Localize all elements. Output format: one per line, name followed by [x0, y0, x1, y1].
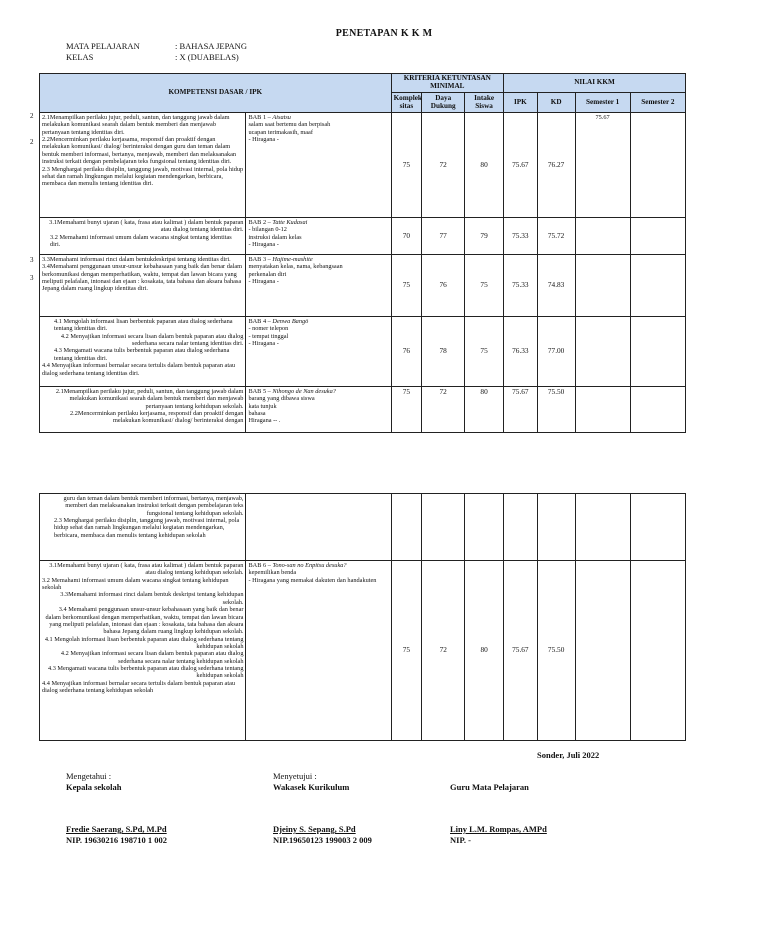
komplek-value: 76: [391, 317, 422, 387]
ipk-value: 75.67: [504, 113, 538, 218]
intake-value: 75: [465, 255, 504, 317]
semester-2-value: [630, 387, 685, 433]
sig3-nip: NIP. -: [450, 835, 471, 845]
kkm-table: [39, 73, 686, 433]
table-row: [40, 494, 686, 561]
table-row: [40, 218, 686, 255]
kd-cell: 3.3Memahami informasi rinci dalam bentukdeskripsi tentang identitas diri. 3.4Memahami penggunaan unsur-unsur kebahasaan yang baik dan benar dalam berkomunikasi dengan memperhatikan, waktu, tempat dan lawan bicara yang meliputi pelafalan, intonasi dan ejaan : kosakata, tata bahasa dan aksara bahasa Jepang dalam ruang lingkup identitas diri.: [40, 255, 246, 317]
daya-value: 72: [422, 561, 465, 741]
sig1-name: Fredie Saerang, S.Pd, M.Pd: [66, 824, 167, 834]
semester-1-value: [575, 387, 630, 433]
header-intake: Intake Siswa: [465, 93, 504, 113]
row-marker: 3: [30, 256, 34, 264]
sig2-role: Wakasek Kurikulum: [273, 782, 350, 792]
bab-cell: BAB 6 – Tono-san no Enpitsu desuka? kepemilikan benda - Hiragana yang memakai dakuten dan handakuten: [246, 561, 391, 741]
header-kd: KOMPETENSI DASAR / IPK: [40, 74, 392, 113]
ipk-value: 75.67: [504, 561, 538, 741]
table-row: [40, 387, 686, 433]
bab-cell: BAB 4 – Denwa Bangō - nomer telepon - tempat tinggal - Hiragana -: [246, 317, 391, 387]
sig2-top: Menyetujui :: [273, 771, 317, 781]
table-row: [40, 255, 686, 317]
sig3-name: Liny L.M. Rompas, AMPd: [450, 824, 547, 834]
row-marker: 2: [30, 112, 34, 120]
semester-1-value: [575, 561, 630, 741]
sig1-top: Mengetahui :: [66, 771, 112, 781]
header-nilai: NILAI KKM: [504, 74, 686, 93]
daya-value: 76: [422, 255, 465, 317]
kd-value: 75.72: [537, 218, 575, 255]
semester-1-value: 75.67: [575, 113, 630, 218]
kd-cell: 2.1Menampilkan perilaku jujur, peduli, santun, dan tanggung jawab dalam melakukan komunikasi searah dalam bentuk memberi dan menjawab pertanyaan tentang identitas diri. 2.2Mencerminkan perilaku kerjasama, responsif dan proaktif dengan melakukan komunikasi/ dialog/ berinteraksi dengan guru dan teman dalam bentuk memberi informasi, bertanya, menjawab, memberi dan melaksanakan instruksi terkait dengan pembelajaran teks fungsional tentang identitas diri. 2.3 Menghargai perilaku disiplin, tanggung jawab, motivasi internal, pola hidup sehat dan ramah lingkungan melalui kegiatan mendengarkan, berbicara, membaca dan menulis tentang identitas diri.: [40, 113, 246, 218]
table-row: [40, 113, 686, 218]
place-date: Sonder, Juli 2022: [537, 750, 600, 760]
header-semester-2: Semester 2: [630, 93, 685, 113]
komplek-value: 75: [391, 113, 422, 218]
ipk-value: 75.33: [504, 218, 538, 255]
semester-2-value: [630, 317, 685, 387]
class-label: KELAS: [66, 52, 94, 62]
row-marker: 2: [30, 138, 34, 146]
komplek-value: 70: [391, 218, 422, 255]
kd-cell: 3.1Memahami bunyi ujaran ( kata, frasa atau kalimat ) dalam bentuk paparan atau dialog tentang identitas diri. 3.2 Memahami informasi umum dalam wacana singkat tentang identitas diri.: [40, 218, 246, 255]
semester-1-value: [575, 218, 630, 255]
bab-cell: BAB 1 – Aisatsu salam saat bertemu dan berpisah ucapan terimakasih, maaf - Hiragana -: [246, 113, 391, 218]
sig1-role: Kepala sekolah: [66, 782, 122, 792]
table-row: [40, 317, 686, 387]
daya-value: 72: [422, 387, 465, 433]
sig2-nip: NIP.19650123 199003 2 009: [273, 835, 372, 845]
semester-2-value: [630, 561, 685, 741]
subject-label: MATA PELAJARAN: [66, 41, 140, 51]
semester-1-value: [575, 317, 630, 387]
header-semester-1: Semester 1: [575, 93, 630, 113]
kd-cell: 4.1 Mengolah informasi lisan berbentuk paparan atau dialog sederhana tentang identitas diri. 4.2 Menyajikan informasi secara lisan dalam bentuk paparan atau dialog sederhana secara nalar tentang identitas diri. 4.3 Mengamati wacana tulis berbentuk paparan atau dialog sederhana tentang identitas diri. 4.4 Menyajikan informasi bernalar secara tertulis dalam bentuk paparan atau dialog sederhana tentang identitas diri.: [40, 317, 246, 387]
kd-value: 76.27: [537, 113, 575, 218]
class-value: : X (DUABELAS): [175, 52, 239, 62]
intake-value: 80: [465, 113, 504, 218]
sig2-name: Djeiny S. Sepang, S.Pd: [273, 824, 356, 834]
semester-2-value: [630, 218, 685, 255]
kd-value: 75.50: [537, 387, 575, 433]
intake-value: 80: [465, 561, 504, 741]
bab-cell: BAB 3 – Hajime-mashite menyatakan kelas, nama, kebangsaan perkenalan diri - Hiragana -: [246, 255, 391, 317]
header-kriteria: KRITERIA KETUNTASAN MINIMAL: [391, 74, 503, 93]
subject-value: : BAHASA JEPANG: [175, 41, 247, 51]
sig1-nip: NIP. 19630216 198710 1 002: [66, 835, 167, 845]
header-ipk: IPK: [504, 93, 538, 113]
semester-1-value: [575, 255, 630, 317]
kd-cell: guru dan teman dalam bentuk memberi informasi, bertanya, menjawab, memberi dan melaksanakan instruksi terkait dengan pembelajaran teks fungsional tentang kehidupan sekolah. 2.3 Menghargai perilaku disiplin, tanggung jawab, motivasi internal, pola hidup sehat dan ramah lingkungan melalui kegiatan mendengarkan, berbicara, membaca dan menulis tentang kehidupan sekolah: [40, 494, 246, 561]
daya-value: 72: [422, 113, 465, 218]
bab-cell: BAB 5 – Nihongo de Nan desuka? barang yang dibawa siswa kata tunjuk bahasa Hiragana -- .: [246, 387, 391, 433]
kkm-table-continued: [39, 493, 686, 741]
ipk-value: 76.33: [504, 317, 538, 387]
intake-value: 79: [465, 218, 504, 255]
ipk-value: 75.67: [504, 387, 538, 433]
table-row: [40, 561, 686, 741]
header-daya: Daya Dukung: [422, 93, 465, 113]
intake-value: 80: [465, 387, 504, 433]
semester-2-value: [630, 113, 685, 218]
kd-cell: 3.1Memahami bunyi ujaran ( kata, frasa atau kalimat ) dalam bentuk paparan atau dialog tentang kehidupan sekolah. 3.2 Memahami informasi umum dalam wacana singkat tentang kehidupan sekolah 3.3Memahami informasi rinci dalam bentuk deskripsi tentang kehidupan sekolah. 3.4 Memahami penggunaan unsur-unsur kebahasaan yang baik dan benar dalam berkomunikasi dengan memperhatikan, waktu, tempat dan lawan bicara yang meliputi pelafalan, intonasi dan ejaan : kosakata, tata bahasa dan aksara bahasa Jepang dalam ruang lingkup kehidupan sekolah. 4.1 Mengolah informasi lisan berbentuk paparan atau dialog sederhana tentang kehidupan sekolah 4.2 Menyajikan informasi secara lisan dalam bentuk paparan atau dialog sederhana secara nalar tentang kehidupan sekolah 4.3 Mengamati wacana tulis berbentuk paparan atau dialog sederhana tentang kehidupan sekolah 4.4 Menyajikan informasi bernalar secara tertulis dalam bentuk paparan atau dialog sederhana tentang kehidupan sekolah: [40, 561, 246, 741]
daya-value: 78: [422, 317, 465, 387]
row-marker: 3: [30, 274, 34, 282]
bab-cell: BAB 2 – Tatte Kudasai - bilangan 0-12 instruksi dalam kelas - Hiragana -: [246, 218, 391, 255]
semester-2-value: [630, 255, 685, 317]
daya-value: 77: [422, 218, 465, 255]
header-komplek: Komplek sitas: [391, 93, 422, 113]
kd-cell: 2.1Menampilkan perilaku jujur, peduli, santun, dan tanggung jawab dalam melakukan komunikasi searah dalam bentuk memberi dan menjawab pertanyaan tentang kehidupan sekolah. 2.2Mencerminkan perilaku kerjasama, responsif dan proaktif dengan melakukan komunikasi/ dialog/ berinteraksi dengan: [40, 387, 246, 433]
header-kd-col: KD: [537, 93, 575, 113]
kd-value: 74.83: [537, 255, 575, 317]
ipk-value: 75.33: [504, 255, 538, 317]
bab-cell: [246, 494, 391, 561]
kd-value: 77.00: [537, 317, 575, 387]
kd-value: 75.50: [537, 561, 575, 741]
komplek-value: 75: [391, 255, 422, 317]
komplek-value: 75: [391, 561, 422, 741]
komplek-value: 75: [391, 387, 422, 433]
page-title: PENETAPAN K K M: [335, 28, 433, 39]
intake-value: 75: [465, 317, 504, 387]
sig3-role: Guru Mata Pelajaran: [450, 782, 529, 792]
